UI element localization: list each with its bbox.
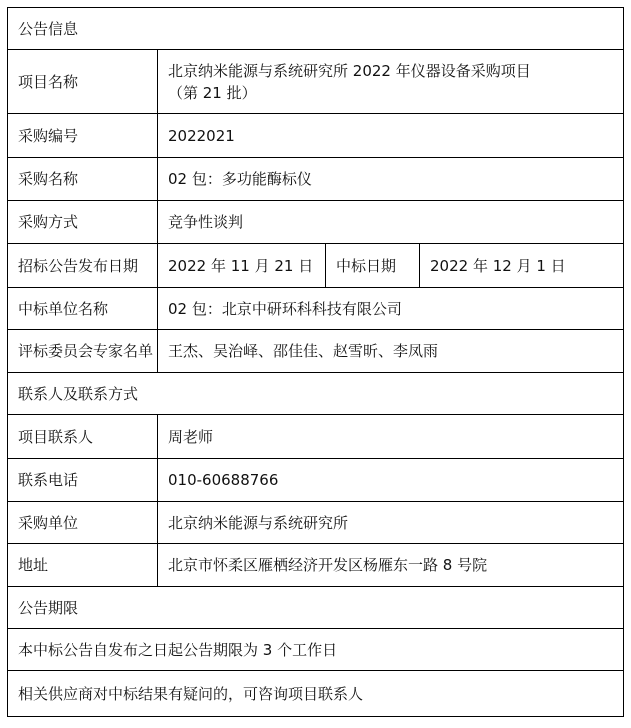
table-row-period-line1 [8,629,624,671]
table-row-procurement-no [8,114,624,158]
value-phone: 010-60688766 [158,459,624,502]
table-row-procurement-method [8,201,624,244]
value-procurement-name: 02 包：多功能酶标仪 [158,158,624,201]
value-winner: 02 包：北京中研环科科技有限公司 [158,288,624,330]
section-header-contact: 联系人及联系方式 [8,373,624,415]
label-project-name: 项目名称 [8,50,158,114]
value-project-name-line1: 北京纳米能源与系统研究所 2022 年仪器设备采购项目 [168,61,531,80]
table-row-period-line2 [8,671,624,717]
label-procurement-method: 采购方式 [8,201,158,244]
value-award-date: 2022 年 12 月 1 日 [420,244,624,288]
award-notice-table [7,7,624,717]
label-committee: 评标委员会专家名单 [8,330,158,373]
table-row-contact-person [8,415,624,459]
period-text-2: 相关供应商对中标结果有疑问的，可咨询项目联系人 [8,671,624,717]
table-row-address [8,544,624,587]
label-address: 地址 [8,544,158,587]
value-project-name [158,50,624,114]
value-procurement-no: 2022021 [158,114,624,158]
section-row-period [8,587,624,629]
section-header-period: 公告期限 [8,587,624,629]
label-contact-person: 项目联系人 [8,415,158,459]
table-row-project-name [8,50,624,114]
table-row-phone [8,459,624,502]
value-committee: 王杰、吴治峄、邵佳佳、赵雪昕、李凤雨 [158,330,624,373]
section-row-contact [8,373,624,415]
label-phone: 联系电话 [8,459,158,502]
label-purchaser: 采购单位 [8,502,158,544]
value-project-name-line2: （第 21 批） [168,83,257,102]
label-procurement-no: 采购编号 [8,114,158,158]
table-row-purchaser [8,502,624,544]
label-award-date: 中标日期 [326,244,420,288]
section-row-notice-info [8,8,624,50]
value-address: 北京市怀柔区雁栖经济开发区杨雁东一路 8 号院 [158,544,624,587]
label-procurement-name: 采购名称 [8,158,158,201]
notice-container [7,7,624,717]
label-winner: 中标单位名称 [8,288,158,330]
value-purchaser: 北京纳米能源与系统研究所 [158,502,624,544]
table-row-bid-date [8,244,624,288]
table-row-winner [8,288,624,330]
value-contact-person: 周老师 [158,415,624,459]
table-row-procurement-name [8,158,624,201]
section-header-notice-info: 公告信息 [8,8,624,50]
value-procurement-method: 竞争性谈判 [158,201,624,244]
table-row-committee [8,330,624,373]
period-text-1: 本中标公告自发布之日起公告期限为 3 个工作日 [8,629,624,671]
label-bid-date: 招标公告发布日期 [8,244,158,288]
value-bid-date: 2022 年 11 月 21 日 [158,244,326,288]
